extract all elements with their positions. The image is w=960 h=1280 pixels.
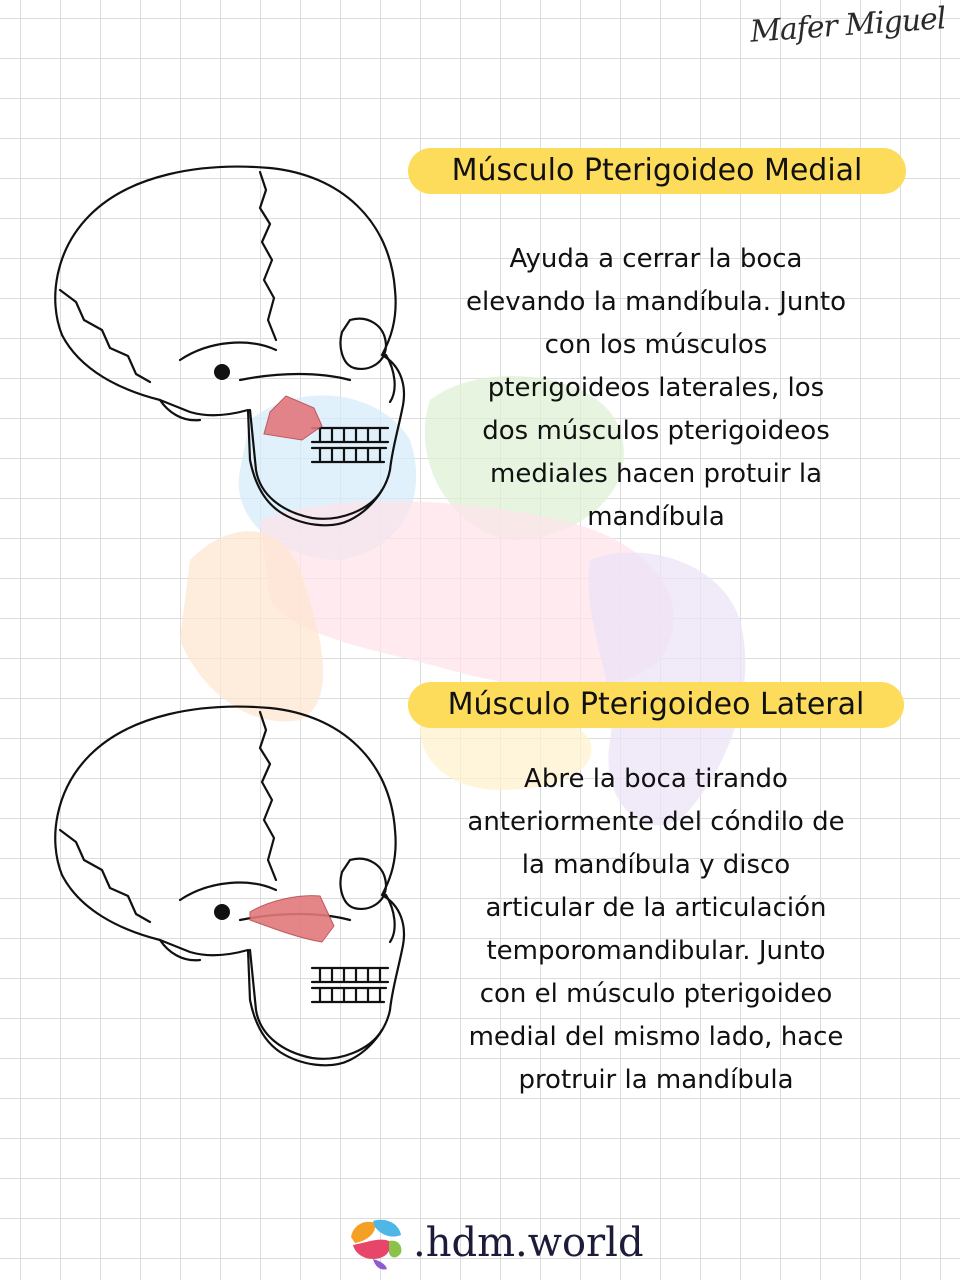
skull-illustration-medial bbox=[50, 150, 430, 540]
squamosal-suture bbox=[180, 883, 276, 900]
coronal-suture bbox=[260, 172, 276, 340]
muscle-pterygoid-lateral bbox=[250, 896, 334, 942]
nasal-cavity bbox=[386, 355, 395, 402]
teeth-upper bbox=[312, 428, 388, 442]
skull-illustration-lateral bbox=[50, 690, 430, 1080]
section-description-medial bbox=[430, 238, 882, 539]
desc-line: temporomandibular. Junto bbox=[486, 936, 826, 966]
hdm-brain-logo-icon bbox=[345, 1215, 407, 1271]
desc-line: protruir la mandíbula bbox=[518, 1065, 794, 1095]
desc-line: mandíbula bbox=[587, 502, 725, 532]
footer-brand bbox=[345, 1208, 644, 1278]
section-title-medial: Músculo Pterigoideo Medial bbox=[408, 148, 906, 194]
section-description-lateral bbox=[430, 758, 882, 1102]
desc-line: elevando la mandíbula. Junto bbox=[466, 287, 846, 317]
ear-canal bbox=[214, 904, 230, 920]
desc-line: medial del mismo lado, hace bbox=[468, 1022, 844, 1052]
ear-canal bbox=[214, 364, 230, 380]
zygomatic-arch bbox=[240, 374, 350, 380]
lambdoid-suture bbox=[60, 830, 150, 922]
muscle-pterygoid-medial bbox=[264, 396, 322, 440]
nasal-cavity bbox=[386, 895, 395, 942]
teeth-lower bbox=[312, 988, 386, 1002]
desc-line: articular de la articulación bbox=[485, 893, 827, 923]
squamosal-suture bbox=[180, 343, 276, 360]
cranium-outline bbox=[55, 167, 404, 526]
orbit bbox=[341, 319, 387, 369]
desc-line: Abre la boca tirando bbox=[524, 764, 788, 794]
teeth-lower bbox=[312, 448, 386, 462]
desc-line: con los músculos bbox=[544, 330, 768, 360]
orbit bbox=[341, 859, 387, 909]
cranium-outline bbox=[55, 707, 404, 1066]
desc-line: anteriormente del cóndilo de bbox=[467, 807, 845, 837]
section-title-lateral: Músculo Pterigoideo Lateral bbox=[408, 682, 904, 728]
author-signature: Mafer Miguel bbox=[749, 1, 947, 50]
coronal-suture bbox=[260, 712, 276, 880]
desc-line: dos músculos pterigoideos bbox=[482, 416, 830, 446]
desc-line: con el músculo pterigoideo bbox=[479, 979, 833, 1009]
desc-line: mediales hacen protuir la bbox=[490, 459, 822, 489]
desc-line: Ayuda a cerrar la boca bbox=[509, 244, 803, 274]
lambdoid-suture bbox=[60, 290, 150, 382]
footer-brand-text: .hdm.world bbox=[413, 1220, 644, 1266]
desc-line: pterigoideos laterales, los bbox=[487, 373, 825, 403]
desc-line: la mandíbula y disco bbox=[521, 850, 791, 880]
teeth-upper bbox=[312, 968, 388, 982]
